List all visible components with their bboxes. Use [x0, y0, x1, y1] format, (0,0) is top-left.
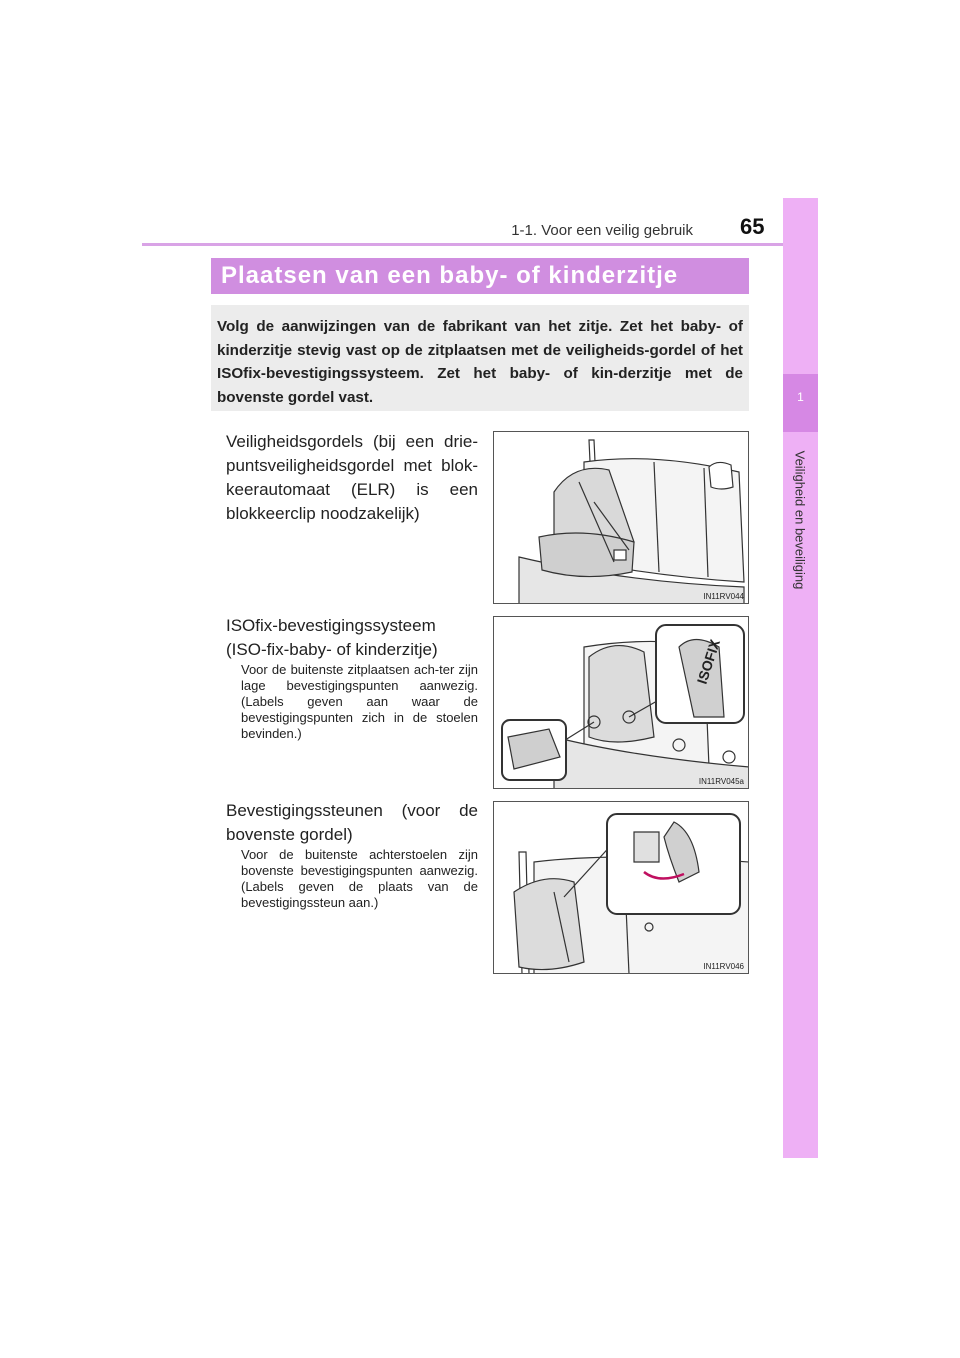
item-isofix-subtext: Voor de buitenste zitplaatsen ach-ter zijn lage bevestigingspunten aanwezig. (Labels geven aan waar de bevestigingspunten zich in de stoelen bevinden.) — [241, 662, 478, 741]
intro-box: Volg de aanwijzingen van de fabrikant van het zitje. Zet het baby- of kinderzitje stevig vast op de zitplaatsen met de veiligheids-gordel of het ISOfix-bevestigingssysteem. Zet het baby- of kin-derzitje met de bovenste gordel vast. — [211, 305, 749, 411]
page-number: 65 — [740, 214, 765, 239]
isofix-illustration — [494, 617, 749, 789]
isofix-label: ISOFIX — [693, 637, 724, 686]
chapter-number: 1 — [797, 390, 804, 404]
section-title: Plaatsen van een baby- of kinderzitje — [221, 262, 679, 289]
figure-code: IN11RV044 — [703, 592, 744, 601]
top-tether-illustration — [494, 802, 749, 974]
item-isofix-text: ISOfix-bevestigingssysteem (ISO-fix-baby- of kinderzitje) — [226, 616, 438, 659]
figure-code: IN11RV045a — [698, 777, 744, 786]
section-label: 1-1. Voor een veilig gebruik — [511, 222, 693, 239]
item-top-tether-subtext: Voor de buitenste achterstoelen zijn bovenste bevestigingspunten aanwezig. (Labels geven de plaats van de bevestigingssteun aan.) — [241, 847, 478, 910]
item-top-tether-text: Bevestigingssteunen (voor de bovenste gordel) — [226, 801, 478, 844]
figure-seatbelt-child-seat — [493, 431, 749, 604]
item-seatbelt-text: Veiligheidsgordels (bij een drie-puntsveiligheidsgordel met blok-keerautomaat (ELR) is een blokkeerclip noodzakelijk) — [226, 432, 478, 523]
child-seat-belt-illustration — [494, 432, 749, 604]
header-rule — [142, 243, 818, 246]
chapter-title: Veiligheid en beveiliging — [792, 450, 808, 590]
figure-code: IN11RV046 — [703, 962, 744, 971]
chapter-side-tab[interactable] — [783, 198, 818, 1158]
section-title-bar — [211, 258, 749, 294]
figure-isofix — [493, 616, 749, 789]
figure-top-tether — [493, 801, 749, 974]
